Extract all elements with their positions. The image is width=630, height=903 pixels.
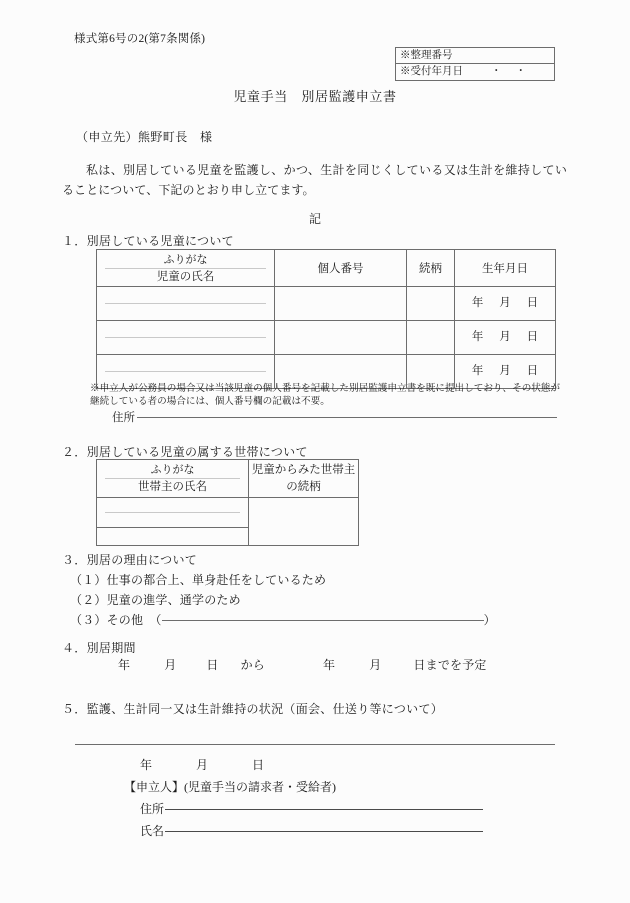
header-relationship-line2: の続柄	[286, 480, 321, 493]
my-number-note: ※申立人が公務員の場合又は当該児童の個人番号を記載した別居監護申立書を既に提出しており、その状態が継続している者の場合には、個人番号欄の記載は不要。	[90, 383, 561, 407]
unit-year: 年	[471, 364, 484, 377]
section5-heading: ５．監護、生計同一又は生計維持の状況（面会、仕送り等について）	[62, 702, 444, 716]
reason-other-input-rule[interactable]	[162, 620, 484, 621]
unit-year: 年	[471, 330, 484, 343]
header-furigana: ふりがな	[150, 464, 195, 476]
cell-household-relationship[interactable]	[249, 498, 359, 546]
cell-child-name[interactable]	[97, 321, 275, 355]
cell-birthdate[interactable]	[455, 321, 556, 355]
header-cell-relationship: 続柄	[407, 250, 455, 287]
name-divider	[105, 371, 266, 372]
section3-heading: ３．別居の理由について	[62, 553, 198, 567]
separation-period-fields[interactable]	[118, 656, 487, 673]
receipt-date-separator-dots: ・・	[491, 66, 540, 77]
section4-heading: ４．別居期間	[62, 641, 136, 655]
header-birthdate-label: 生年月日	[482, 263, 528, 275]
section1-heading: １．別居している児童について	[62, 234, 234, 248]
kiji-label: 記	[308, 212, 321, 226]
applicant-address-rule[interactable]	[165, 809, 483, 810]
header-child-name: 児童の氏名	[156, 271, 215, 283]
child-address-label: 住所	[112, 412, 135, 424]
table-header-row	[97, 250, 556, 287]
unit-month: 月	[499, 364, 511, 377]
cell-my-number[interactable]	[275, 287, 407, 321]
table-row	[97, 321, 556, 355]
cell-child-name[interactable]	[97, 287, 275, 321]
header-relationship-line1: 児童からみた世帯主	[251, 463, 356, 476]
birthdate-units	[455, 294, 555, 314]
page-title: 児童手当 別居監護申立書	[233, 89, 397, 104]
children-table	[96, 249, 556, 389]
cell-householder-name[interactable]	[97, 498, 249, 528]
table-row	[97, 287, 556, 321]
household-table	[96, 459, 359, 546]
signature-day: 日	[252, 758, 265, 772]
header-householder-name: 世帯主の氏名	[138, 481, 207, 493]
intro-paragraph: 私は、別居している児童を監護し、かつ、生計を同じくしている又は生計を維持していることについて、下記のとおり申し立てます。	[62, 163, 567, 197]
unit-day: 日	[526, 364, 539, 377]
cell-birthdate[interactable]	[455, 287, 556, 321]
unit-day: 日	[526, 330, 539, 343]
birthdate-units	[455, 362, 555, 382]
administrative-use-box	[395, 47, 555, 81]
name-divider	[105, 512, 240, 513]
header-cell-my-number: 個人番号	[275, 250, 407, 287]
name-divider	[105, 303, 266, 304]
unit-month: 月	[499, 330, 511, 343]
reason-option-1[interactable]: （１）仕事の都合上、単身赴任をしているため	[70, 573, 327, 587]
header-cell-householder-name	[97, 460, 249, 498]
applicant-address-field[interactable]	[140, 800, 483, 817]
table-row	[97, 498, 359, 528]
header-cell-child-name	[97, 250, 275, 287]
cell-relationship[interactable]	[407, 321, 455, 355]
reference-number-label: ※整理番号	[400, 50, 453, 61]
period-from-year: 年	[118, 658, 131, 672]
period-to-month: 月	[369, 658, 382, 672]
reference-number-row[interactable]	[396, 48, 554, 64]
name-divider	[105, 337, 266, 338]
receipt-date-row[interactable]	[396, 64, 554, 80]
section5-answer-rule[interactable]	[75, 744, 555, 745]
signature-date-fields[interactable]	[140, 756, 264, 773]
cell-relationship[interactable]	[407, 287, 455, 321]
applicant-name-field[interactable]	[140, 822, 483, 839]
applicant-name-rule[interactable]	[165, 831, 483, 832]
period-to-year: 年	[323, 658, 336, 672]
reason-other-prefix: （３）その他 （	[70, 613, 162, 627]
applicant-address-label: 住所	[140, 802, 165, 816]
reason-other-suffix: ）	[483, 613, 496, 627]
reason-option-3-other[interactable]	[70, 611, 496, 628]
receipt-date-label: ※受付年月日	[400, 66, 463, 77]
period-from-suffix: から	[240, 658, 266, 672]
cell-my-number[interactable]	[275, 321, 407, 355]
period-from-day: 日	[206, 658, 219, 672]
form-number: 様式第6号の2(第7条関係)	[74, 33, 206, 45]
applicant-name-label: 氏名	[140, 824, 165, 838]
section2-heading: ２．別居している児童の属する世帯について	[62, 445, 308, 459]
header-furigana: ふりがな	[163, 254, 208, 266]
period-to-suffix: 日までを予定	[413, 658, 487, 672]
cell-householder-name-extra[interactable]	[97, 528, 249, 546]
reason-option-2[interactable]: （２）児童の進学、通学のため	[70, 593, 241, 607]
unit-day: 日	[526, 296, 539, 309]
child-address-field[interactable]	[112, 409, 557, 425]
header-cell-household-relationship	[249, 460, 359, 498]
signature-month: 月	[196, 758, 209, 772]
unit-year: 年	[471, 296, 484, 309]
signature-year: 年	[140, 758, 153, 772]
addressee: （申立先）熊野町長 様	[76, 130, 213, 144]
header-cell-birthdate	[455, 250, 556, 287]
birthdate-units	[455, 328, 555, 348]
applicant-heading: 【申立人】(児童手当の請求者・受給者)	[124, 780, 336, 794]
unit-month: 月	[499, 296, 511, 309]
table-header-row	[97, 460, 359, 498]
child-address-rule[interactable]	[137, 417, 557, 418]
period-from-month: 月	[164, 658, 177, 672]
